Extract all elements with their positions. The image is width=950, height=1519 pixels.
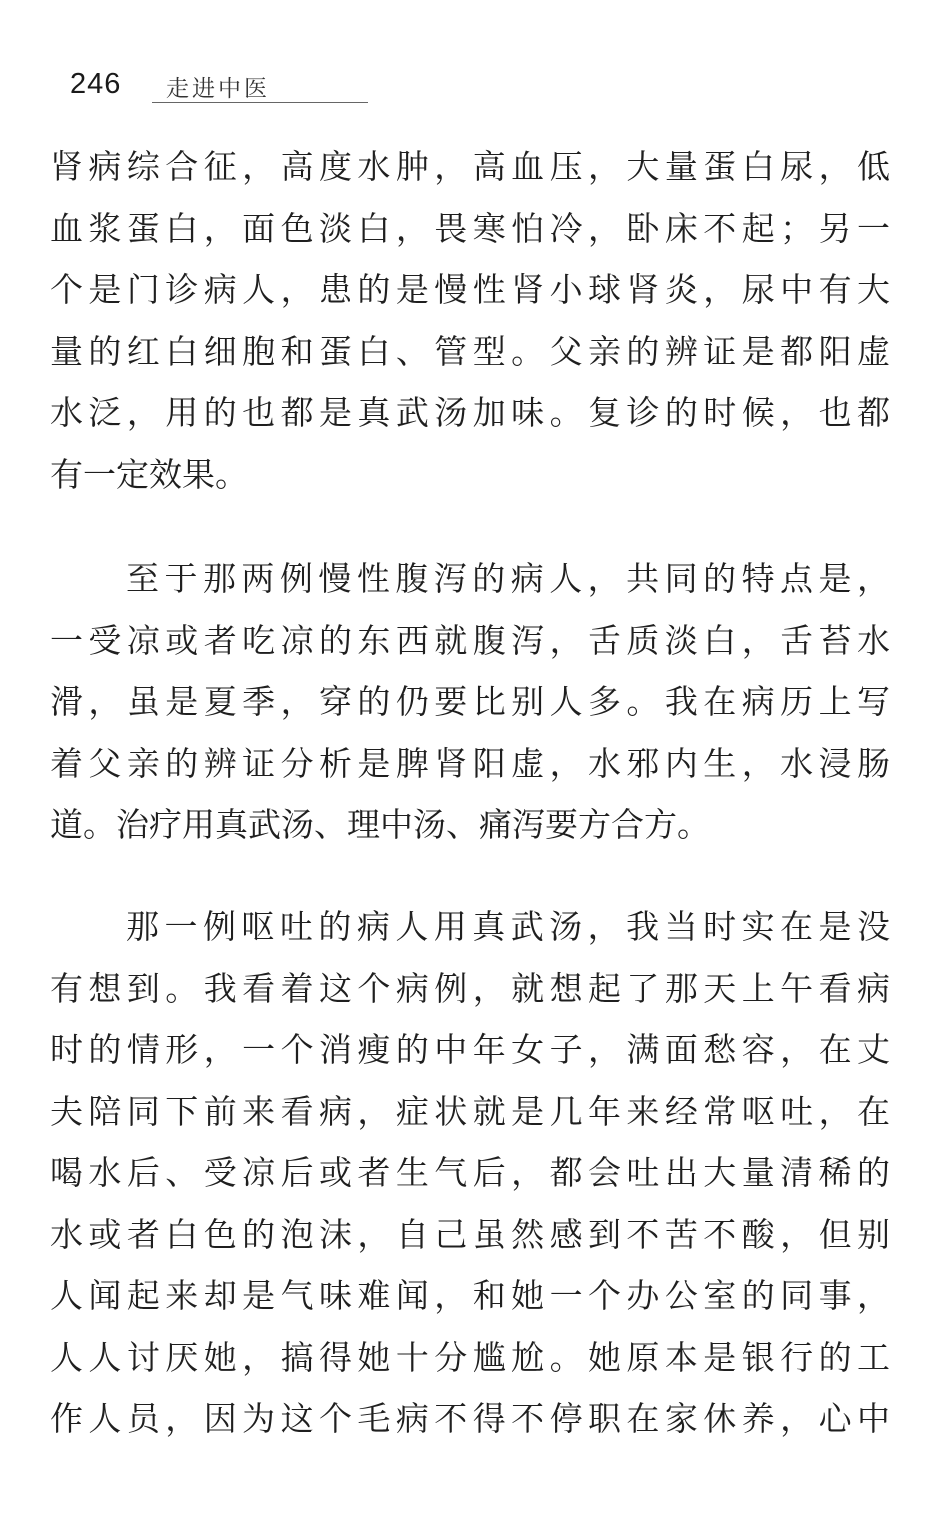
text-line: 喝水后、受凉后或者生气后，都会吐出大量清稀的 — [50, 1153, 890, 1192]
text-line: 人人讨厌她，搞得她十分尴尬。她原本是银行的工 — [50, 1337, 890, 1377]
paragraph — [50, 548, 890, 856]
text-line: 血浆蛋白，面色淡白，畏寒怕冷，卧床不起；另一 — [50, 208, 890, 248]
paragraph — [50, 136, 890, 505]
text-line: 水泛，用的也都是真武汤加味。复诊的时候，也都 — [50, 393, 890, 432]
page-number: 246 — [70, 68, 122, 100]
header-rule — [152, 102, 368, 103]
running-title: 走进中医 — [166, 76, 270, 102]
text-line: 人闻起来却是气味难闻，和她一个办公室的同事， — [50, 1276, 890, 1315]
text-line: 时的情形，一个消瘦的中年女子，满面愁容，在丈 — [50, 1030, 890, 1069]
paragraph — [50, 896, 890, 1450]
text-line: 肾病综合征，高度水肿，高血压，大量蛋白尿，低 — [50, 147, 890, 186]
page-header — [70, 66, 310, 110]
text-line: 至于那两例慢性腹泻的病人，共同的特点是， — [126, 559, 890, 598]
text-line: 有一定效果。 — [50, 454, 248, 494]
text-line: 有想到。我看着这个病例，就想起了那天上午看病 — [50, 968, 890, 1008]
text-line: 着父亲的辨证分析是脾肾阳虚，水邪内生，水浸肠 — [50, 743, 890, 783]
text-line: 量的红白细胞和蛋白、管型。父亲的辨证是都阳虚 — [50, 331, 890, 371]
text-line: 一受凉或者吃凉的东西就腹泻，舌质淡白，舌苔水 — [50, 620, 890, 660]
text-line: 作人员，因为这个毛病不得不停职在家休养，心中 — [50, 1399, 890, 1438]
text-line: 道。治疗用真武汤、理中汤、痛泻要方合方。 — [50, 805, 710, 844]
text-line: 水或者白色的泡沫，自己虽然感到不苦不酸，但别 — [50, 1214, 890, 1254]
text-line: 那一例呕吐的病人用真武汤，我当时实在是没 — [126, 907, 890, 946]
text-line: 个是门诊病人，患的是慢性肾小球肾炎，尿中有大 — [50, 270, 890, 309]
text-line: 滑，虽是夏季，穿的仍要比别人多。我在病历上写 — [50, 682, 890, 721]
text-line: 夫陪同下前来看病，症状就是几年来经常呕吐，在 — [50, 1091, 890, 1131]
